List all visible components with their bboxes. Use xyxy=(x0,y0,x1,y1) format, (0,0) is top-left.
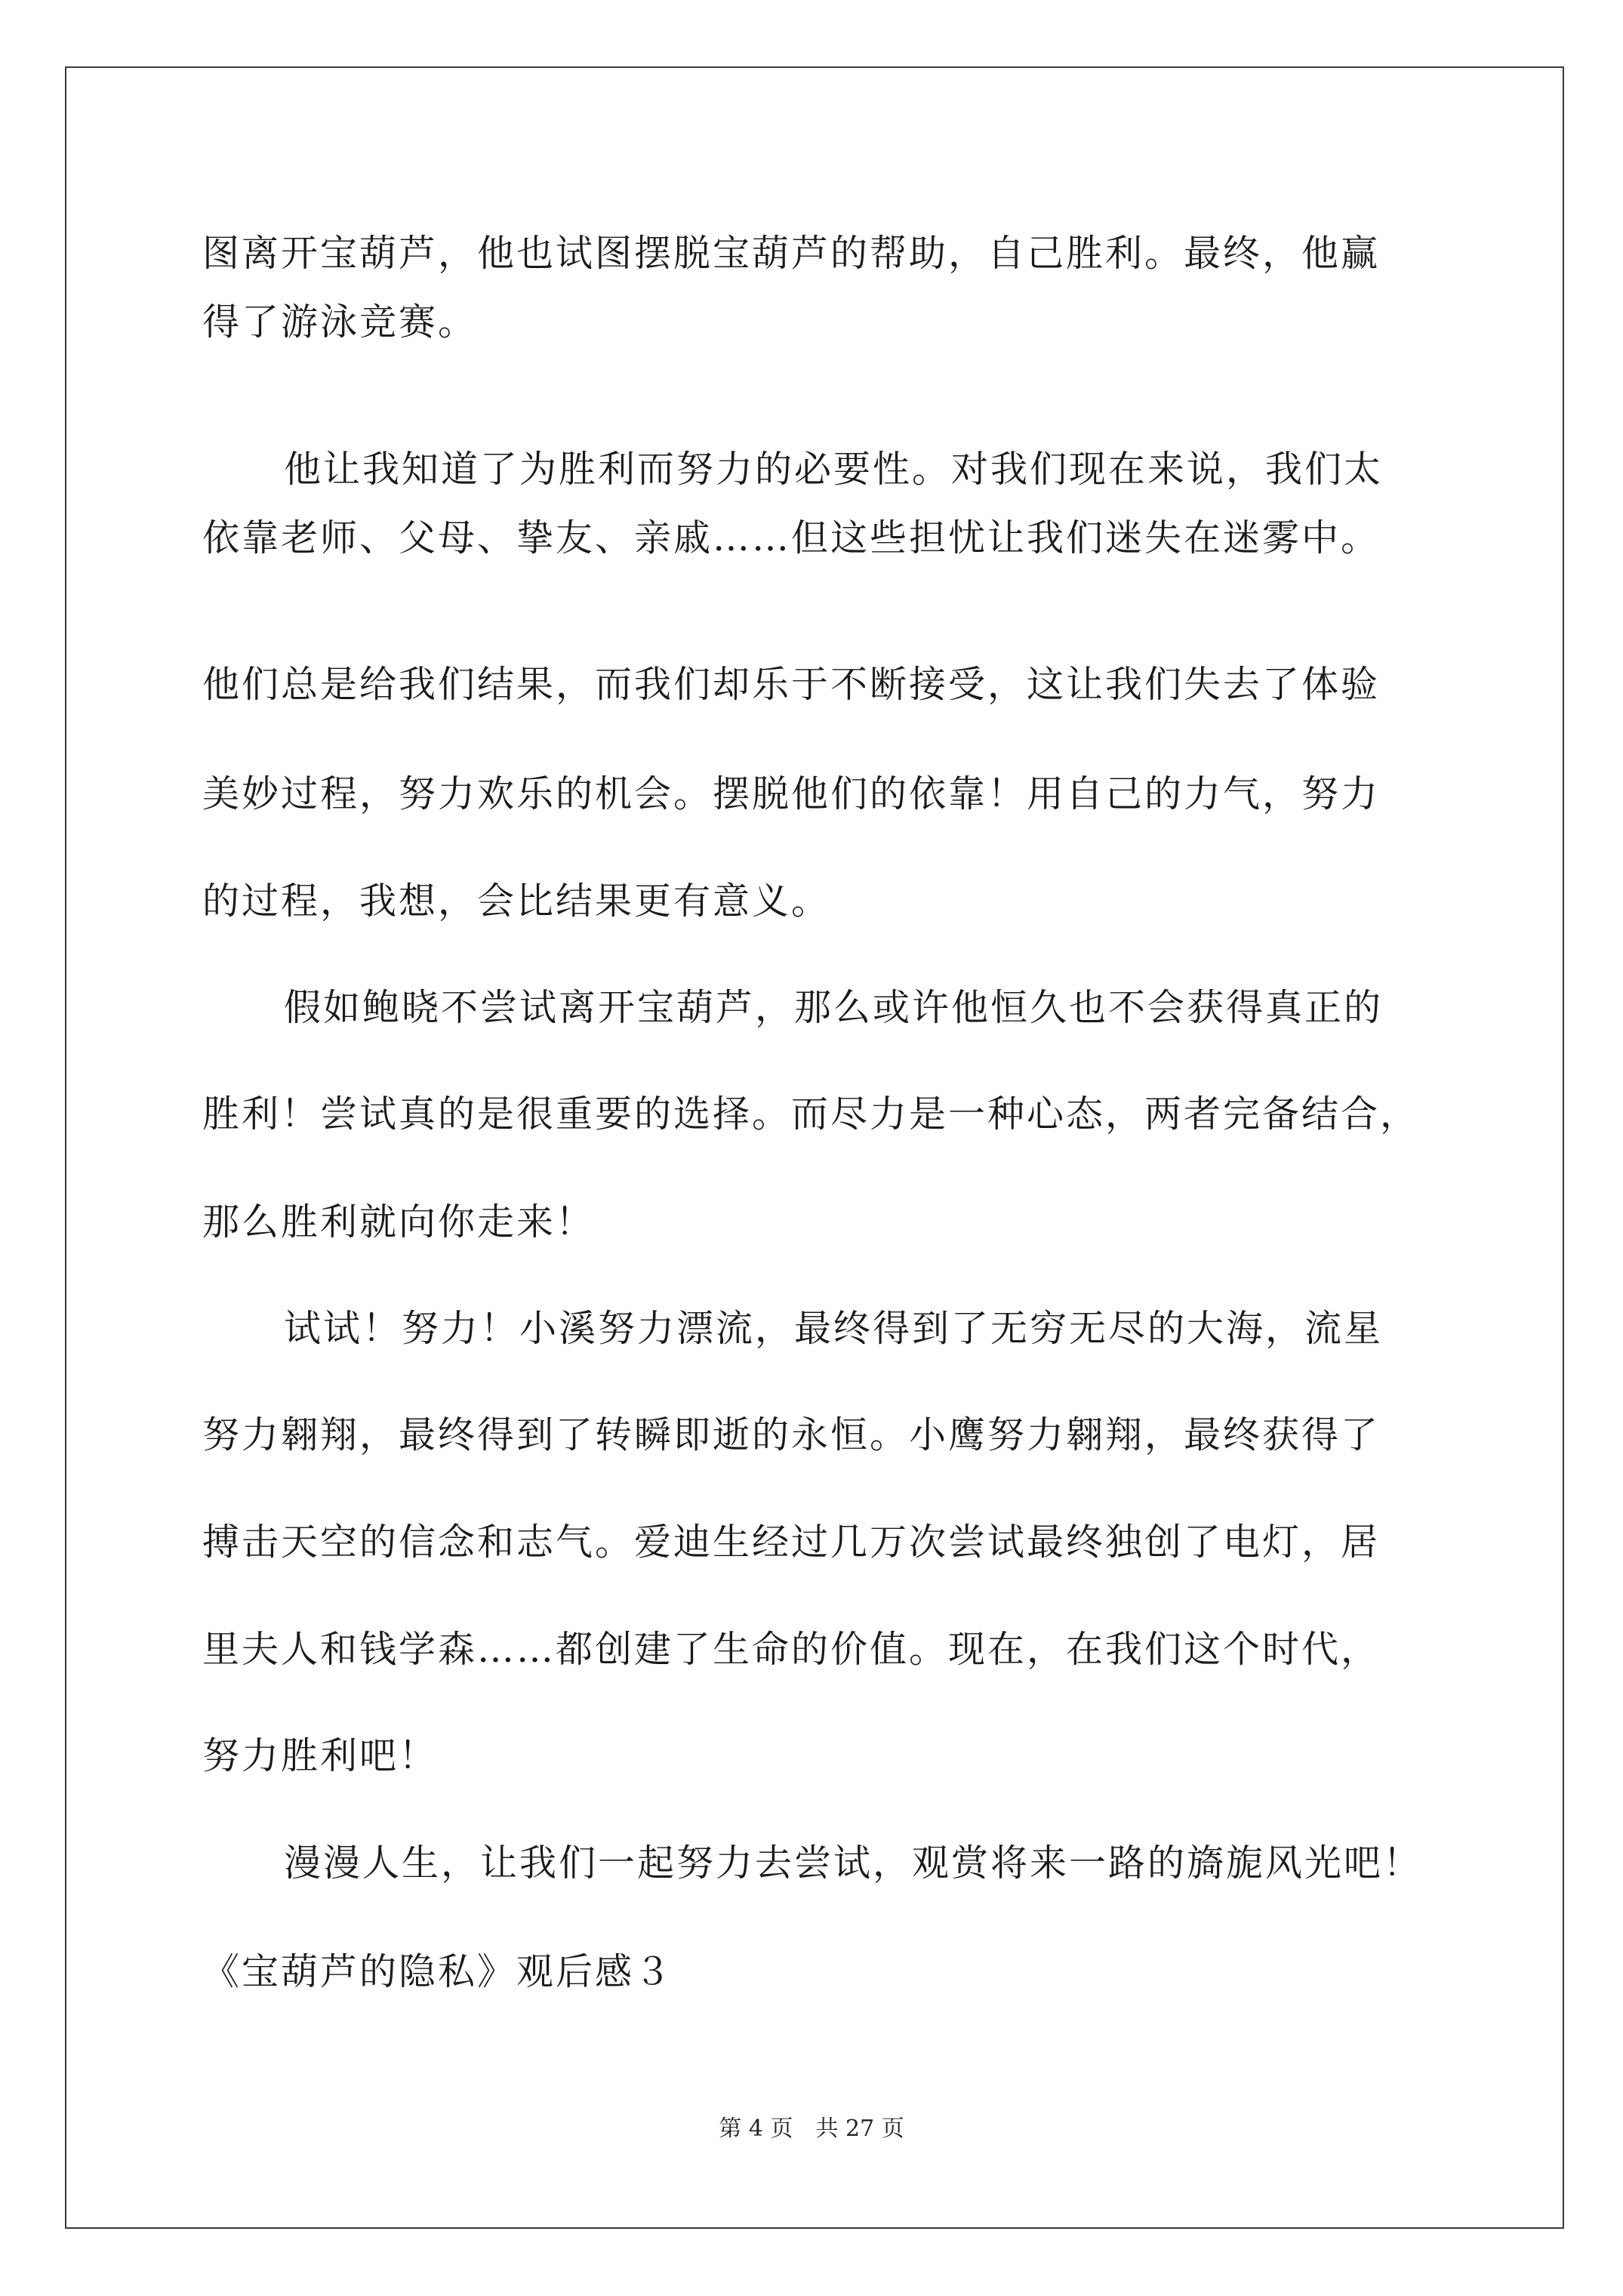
text-line: 美妙过程，努力欢乐的机会。摆脱他们的依靠！用自己的力气，努力 xyxy=(202,772,1381,815)
text-line: 努力胜利吧！ xyxy=(202,1734,439,1777)
text-line: 搏击天空的信念和志气。爱迪生经过几万次尝试最终独创了电灯，居 xyxy=(202,1521,1381,1564)
text-line: 那么胜利就向你走来！ xyxy=(202,1200,596,1244)
page-footer xyxy=(0,2116,1623,2143)
paragraph-first-line: 假如鲍晓不尝试离开宝葫芦，那么或许他恒久也不会获得真正的 xyxy=(284,986,1384,1029)
text-line: 里夫人和钱学森……都创建了生命的价值。现在，在我们这个时代， xyxy=(202,1628,1381,1671)
page-border xyxy=(65,66,1564,2229)
text-line: 努力翱翔，最终得到了转瞬即逝的永恒。小鹰努力翱翔，最终获得了 xyxy=(202,1413,1381,1456)
paragraph-first-line: 他让我知道了为胜利而努力的必要性。对我们现在来说，我们太 xyxy=(284,448,1384,491)
text-line: 他们总是给我们结果，而我们却乐于不断接受，这让我们失去了体验 xyxy=(202,663,1381,706)
text-line: 依靠老师、父母、挚友、亲戚……但这些担忧让我们迷失在迷雾中。 xyxy=(202,516,1381,559)
text-line: 胜利！尝试真的是很重要的选择。而尽力是一种心态，两者完备结合， xyxy=(202,1093,1420,1136)
text-line: 得了游泳竞赛。 xyxy=(202,300,478,344)
page-number-total: 共 27 页 xyxy=(815,2116,904,2142)
text-line: 图离开宝葫芦，他也试图摆脱宝葫芦的帮助，自己胜利。最终，他赢 xyxy=(202,232,1381,275)
page-number-current: 第 4 页 xyxy=(719,2116,793,2142)
paragraph-first-line: 试试！努力！小溪努力漂流，最终得到了无穷无尽的大海，流星 xyxy=(284,1307,1384,1350)
paragraph-first-line: 漫漫人生，让我们一起努力去尝试，观赏将来一路的旖旎风光吧！ xyxy=(284,1841,1423,1885)
section-heading: 《宝葫芦的隐私》观后感３ xyxy=(202,1950,674,1993)
text-line: 的过程，我想，会比结果更有意义。 xyxy=(202,880,831,923)
